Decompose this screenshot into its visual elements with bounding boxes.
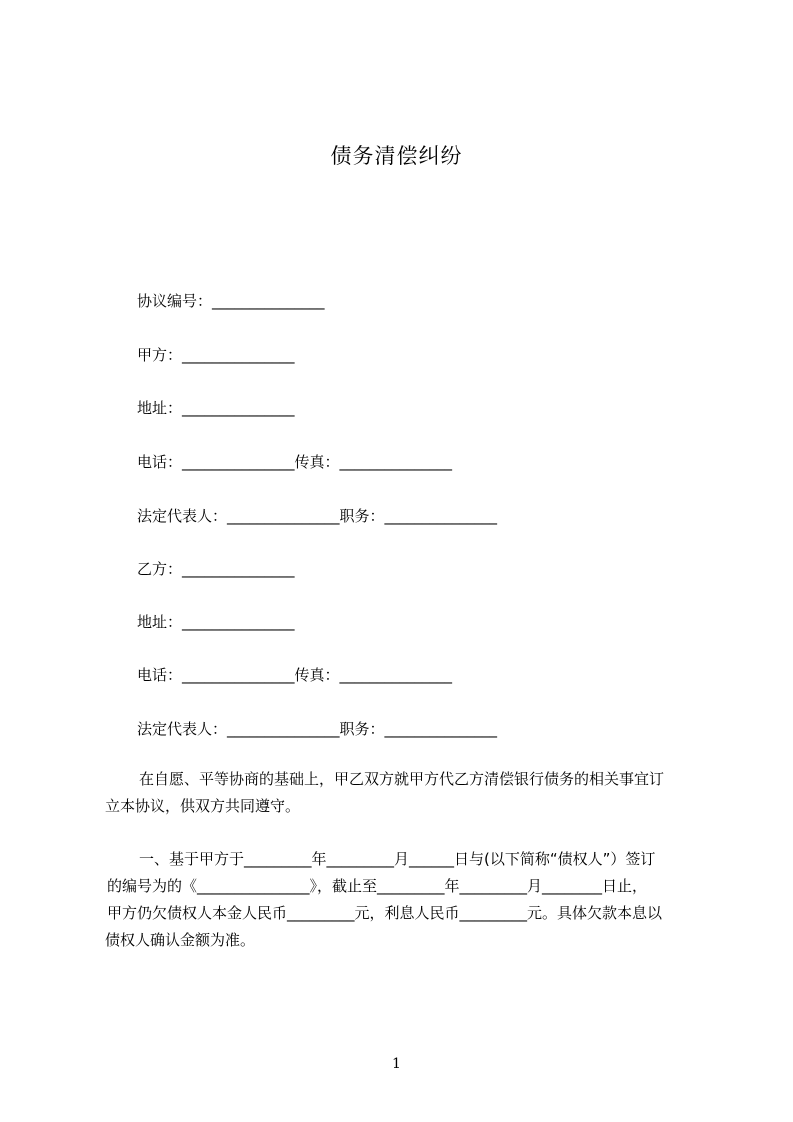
intro-line: 在自愿、平等协商的基础上，甲乙双方就甲方代乙方清偿银行债务的相关事宜订 bbox=[139, 770, 665, 788]
party-a-representative-field: 法定代表人：_______________职务：_______________ bbox=[137, 507, 498, 525]
party-a-phone-fax-field: 电话：_______________传真：_______________ bbox=[137, 453, 453, 471]
clause-line: 债权人确认金额为准。 bbox=[105, 931, 256, 949]
intro-line: 立本协议，供双方共同遵守。 bbox=[105, 797, 301, 815]
clause-one-paragraph bbox=[105, 846, 705, 954]
party-b-phone-fax-field: 电话：_______________传真：_______________ bbox=[137, 666, 453, 684]
agreement-number-field: 协议编号：_______________ bbox=[137, 292, 325, 310]
intro-paragraph bbox=[105, 766, 705, 820]
clause-line: 甲方仍欠债权人本金人民币_________元，利息人民币_________元。具体欠款本息以 bbox=[107, 904, 663, 922]
clause-line: 的编号为的《_______________》，截止至_________年_________月________日止， bbox=[107, 877, 648, 895]
party-a-field: 甲方：_______________ bbox=[137, 346, 295, 364]
party-a-address-field: 地址：_______________ bbox=[137, 399, 295, 417]
clause-line: 一、基于甲方于_________年_________月______日与(以下简称“债权人”）签订 bbox=[139, 850, 656, 868]
party-b-field: 乙方：_______________ bbox=[137, 560, 295, 578]
page-number: 1 bbox=[392, 1056, 401, 1072]
party-b-representative-field: 法定代表人：_______________职务：_______________ bbox=[137, 720, 498, 738]
party-b-address-field: 地址：_______________ bbox=[137, 613, 295, 631]
document-title: 债务清偿纠纷 bbox=[330, 144, 463, 168]
